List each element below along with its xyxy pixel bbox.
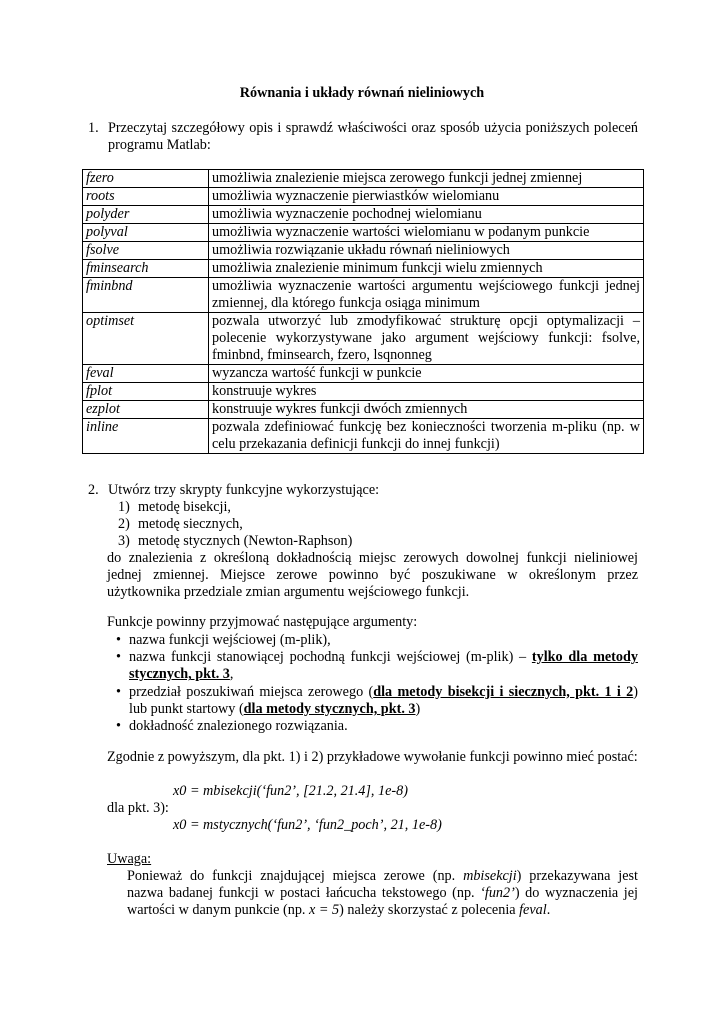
args-intro: Funkcje powinny przyjmować następujące argumenty: [107,614,418,630]
methods-list [118,499,518,551]
table-row [83,313,644,365]
table-row [83,224,644,242]
task2-description: do znalezienia z określoną dokładnością miejsc zerowych dowolnej funkcji nieliniowej jednej zmiennej. Miejsce zerowe powinno być poszukiwane w określonym przez użytkownika przedziale zmian argumentu wejściowego funkcji. [107,550,638,601]
example-call-2: x0 = mstycznych(‘fun2’, ‘fun2_poch’, 21, 1e-8) [173,817,442,833]
command-description: umożliwia wyznaczenie wartości argumentu wejściowego funkcji jednej zmiennej, dla którego funkcja osiąga minimum [209,278,644,313]
task2-intro: Utwórz trzy skrypty funkcyjne wykorzystujące: [108,482,380,498]
arg-item: • nazwa funkcji wejściowej (m-plik), [116,632,331,648]
table-row [83,188,644,206]
command-name: inline [83,419,209,454]
table-row [83,260,644,278]
command-description: konstruuje wykres [209,383,644,401]
for-pkt3: dla pkt. 3): [107,800,169,816]
bullet-icon: • [116,718,121,735]
example-intro: Zgodnie z powyższym, dla pkt. 1) i 2) przykładowe wywołanie funkcji powinno mieć postać: [107,749,638,765]
table-row [83,401,644,419]
command-name: polyval [83,224,209,242]
method-item: 2) metodę siecznych, [118,516,243,533]
command-description: umożliwia wyznaczenie pochodnej wielomianu [209,206,644,224]
bullet-icon: • [116,632,121,648]
example-call-1: x0 = mbisekcji(‘fun2’, [21.2, 21.4], 1e-8) [173,783,408,799]
command-description: umożliwia wyznaczenie pierwiastków wielomianu [209,188,644,206]
args-list [116,632,638,735]
method-item: 3) metodę stycznych (Newton-Raphson) [118,533,353,550]
table-row [83,170,644,188]
command-description: konstruuje wykres funkcji dwóch zmiennych [209,401,644,419]
page-title: Równania i układy równań nieliniowych [239,85,485,101]
task1-text: Przeczytaj szczegółowy opis i sprawdź właściwości oraz sposób użycia poniższych poleceń programu Matlab: [108,120,638,154]
table-row [83,242,644,260]
command-name: polyder [83,206,209,224]
command-name: fminbnd [83,278,209,313]
note-text: Ponieważ do funkcji znajdującej miejsca zerowe (np. mbisekcji) przekazywana jest nazwa badanej funkcji w postaci łańcucha tekstowego (np. ‘fun2’) do wyznaczenia jej wartości w danym punkcie (np. x = 5) należy skorzystać z polecenia feval. [127,868,639,919]
command-description: pozwala utworzyć lub zmodyfikować strukturę opcji optymalizacji – polecenie wykorzystywane jako argument wejściowy funkcji: fsolve, fminbnd, fminsearch, fzero, lsqnonneg [209,313,644,365]
command-description: pozwala zdefiniować funkcję bez konieczności tworzenia m-pliku (np. w celu przekazania definicji funkcji do innej funkcji) [209,419,644,454]
bullet-icon: • [116,649,121,666]
table-row [83,278,644,313]
command-description: wyzancza wartość funkcji w punkcie [209,365,644,383]
arg-item: • nazwa funkcji stanowiącej pochodną funkcji wejściowej (m-plik) – tylko dla metody stycznych, pkt. 3, [116,649,638,683]
method-item: 1) metodę bisekcji, [118,499,231,515]
task1-number: 1. [88,120,99,136]
commands-table [82,169,644,454]
command-name: roots [83,188,209,206]
command-description: umożliwia znalezienie minimum funkcji wielu zmiennych [209,260,644,278]
command-name: optimset [83,313,209,365]
arg-item: • przedział poszukiwań miejsca zerowego (dla metody bisekcji i siecznych, pkt. 1 i 2) lub punkt startowy (dla metody stycznych, pkt. 3) [116,683,638,717]
command-name: fsolve [83,242,209,260]
command-name: feval [83,365,209,383]
command-description: umożliwia znalezienie miejsca zerowego funkcji jednej zmiennej [209,170,644,188]
command-description: umożliwia wyznaczenie wartości wielomianu w podanym punkcie [209,224,644,242]
bullet-icon: • [116,683,121,700]
command-name: fminsearch [83,260,209,278]
table-row [83,419,644,454]
command-name: fplot [83,383,209,401]
command-name: ezplot [83,401,209,419]
command-name: fzero [83,170,209,188]
table-row [83,206,644,224]
table-row [83,365,644,383]
arg-item: • dokładność znalezionego rozwiązania. [116,718,348,735]
task2-number: 2. [88,482,99,498]
note-label: Uwaga: [107,851,152,867]
table-row [83,383,644,401]
command-description: umożliwia rozwiązanie układu równań nieliniowych [209,242,644,260]
